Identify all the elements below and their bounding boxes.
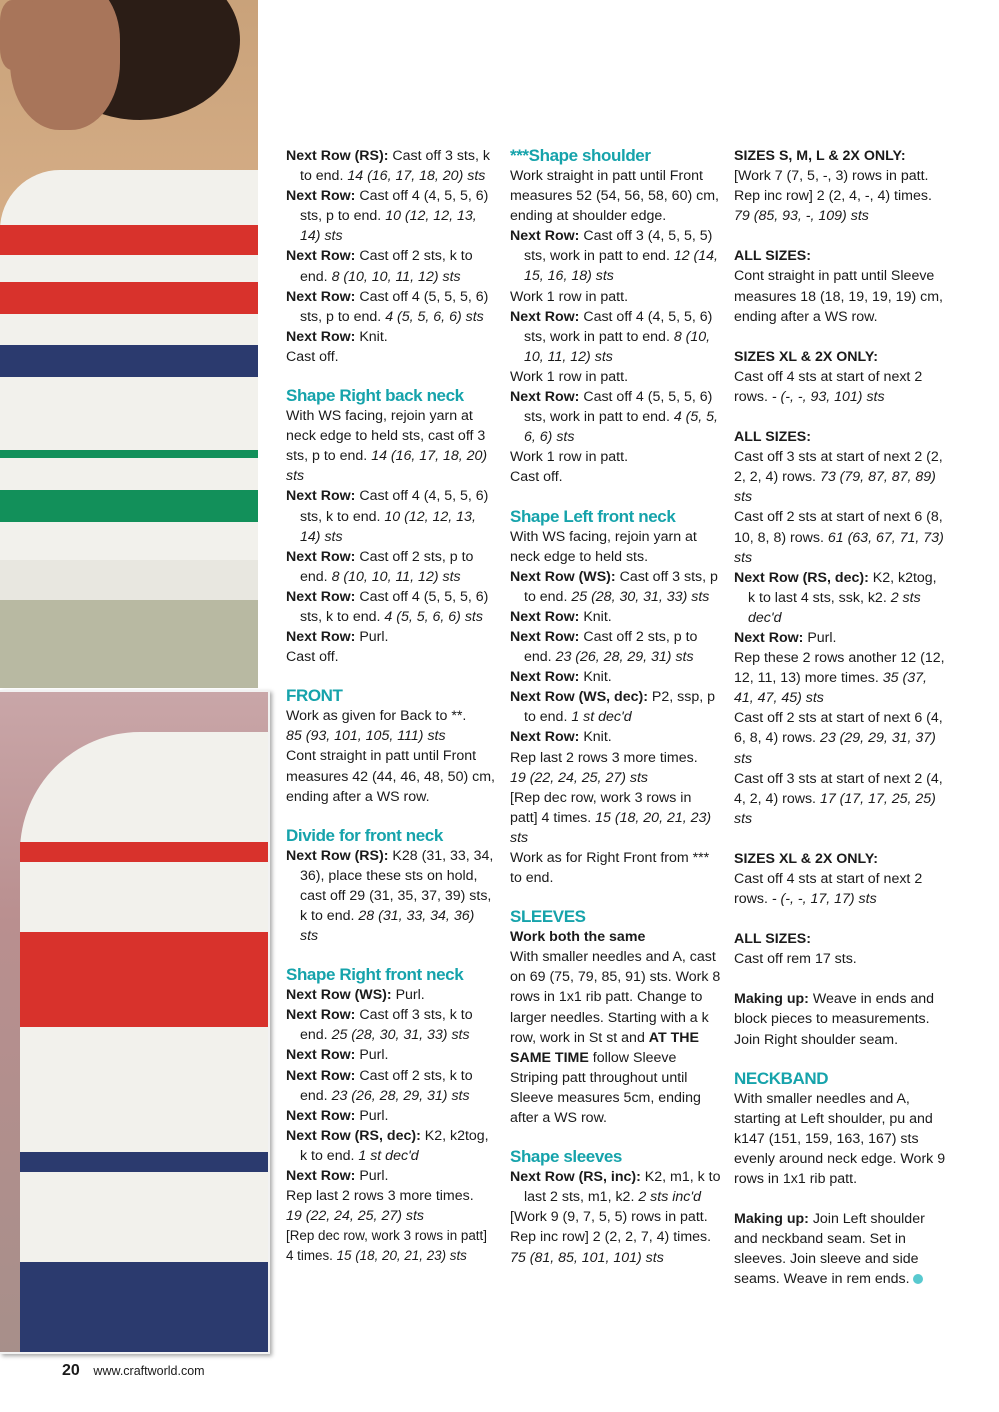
heading-neckband: NECKBAND [734,1068,829,1088]
heading-shape-left-front-neck: Shape Left front neck [510,506,676,526]
page-number: 20 [62,1362,80,1379]
sweater-photo-bottom [0,690,270,1354]
end-mark-icon [913,1274,923,1284]
size-caption: SIZES XL & 2X ONLY: [734,348,879,365]
heading-front: FRONT [286,686,343,706]
heading-shape-right-back-neck: Shape Right back neck [286,386,464,406]
heading-shape-right-front-neck: Shape Right front neck [286,965,464,985]
website-link[interactable]: www.craftworld.com [93,1364,205,1378]
sweater-photo-top [0,0,258,688]
size-caption: ALL SIZES: [734,248,811,265]
size-caption: ALL SIZES: [734,931,811,948]
heading-shape-sleeves: Shape sleeves [510,1147,622,1167]
page-footer [62,1362,205,1380]
size-caption: ALL SIZES: [734,429,811,446]
heading-shape-shoulder: ***Shape shoulder [510,146,651,165]
size-caption: SIZES S, M, L & 2X ONLY: [734,148,906,164]
column-2: ***Shape shoulder Work straight in patt until Front measures 52 (54, 56, 58, 60) cm, ending at shoulder edge. Next Row: Cast off 3 (4, 5, 5, 5) sts, work in patt to end. 12 (14, 15, 16, 18) sts Work 1 row in patt. Next Row: Cast off 4 (4, 5, 5, 6) sts, work in patt to end. 8 (10, 10, 11, 12) sts Work 1 row in patt. Next Row: Cast off 4 (5, 5, 5, 6) sts, work in patt to end. 4 (5, 5, 6, 6) sts Work 1 row in patt. Cast off. Shape Left front neck With WS facing, rejoin yarn at neck edge to held sts. Next Row (WS): Cast off 3 sts, p to end. 25 (28, 30, 31, 33) sts Next Row: Knit. Next Row: Cast off 2 sts, p to end. 23 (26, 28, 29, 31) sts Next Row: Knit. Next Row (WS, dec): P2, ssp, p to end. 1 st dec'd Next Row: Knit. Rep last 2 rows 3 more times. 19 (22, 24, 25, 27) sts [Rep dec row, work 3 rows in patt] 4 times. 15 (18, 20, 21, 23) sts Work as for Right Front from *** to end. SLEEVES Work both the same With smaller needles and A, cast on 69 (75, 79, 85, 91) sts. Work 8 rows in 1x1 rib patt. Change to larger needles. Starting with a k row, work in St st and AT THE SAME TIME follow Sleeve Striping patt throughout until Sleeve measures 5cm, ending after a WS row. Shape sleeves Next Row (RS, inc): K2, m1, k to last 2 sts, m1, k2. 2 sts inc'd [Work 9 (9, 7, 5, 5) rows in patt. Rep inc row] 2 (2, 2, 7, 4) times. 75 (81, 85, 101, 101) sts [510,146,721,1266]
size-caption: SIZES XL & 2X ONLY: [734,850,879,867]
heading-divide-for-front-neck: Divide for front neck [286,825,443,845]
heading-sleeves: SLEEVES [510,907,586,927]
row-label: Next Row (RS): [286,148,389,164]
column-1: Next Row (RS): Cast off 3 sts, k to end. 14 (16, 17, 18, 20) sts Next Row: Cast off 4 (4, 5, 5, 6) sts, p to end. 10 (12, 12, 13, 14) sts Next Row: Cast off 2 sts, k to end. 8 (10, 10, 11, 12) sts Next Row: Cast off 4 (5, 5, 5, 6) sts, p to end. 4 (5, 5, 6, 6) sts Next Row: Knit. Cast off. Shape Right back neck With WS facing, rejoin yarn at neck edge to held sts, cast off 3 sts, p to end. 14 (16, 17, 18, 20) sts Next Row: Cast off 4 (4, 5, 5, 6) sts, k to end. 10 (12, 12, 13, 14) sts Next Row: Cast off 2 sts, p to end. 8 (10, 10, 11, 12) sts Next Row: Cast off 4 (5, 5, 5, 6) sts, k to end. 4 (5, 5, 6, 6) sts Next Row: Purl. Cast off. FRONT Work as given for Back to **. 85 (93, 101, 105, 111) sts Cont straight in patt until Front measures 42 (44, 46, 48, 50) cm, ending after a WS row. Divide for front neck Next Row (RS): K28 (31, 33, 34, 36), place these sts on hold, cast off 29 (31, 35, 37, 39) sts, k to end. 28 (31, 33, 34, 36) sts Shape Right front neck Next Row (WS): Purl. Next Row: Cast off 3 sts, k to end. 25 (28, 30, 31, 33) sts Next Row: Purl. Next Row: Cast off 2 sts, k to end. 23 (26, 28, 29, 31) sts Next Row: Purl. Next Row (RS, dec): K2, k2tog, k to end. 1 st dec'd Next Row: Purl. Rep last 2 rows 3 more times. 19 (22, 24, 25, 27) sts [Rep dec row, work 3 rows in patt] 4 times. 15 (18, 20, 21, 23) sts [286,148,495,1264]
column-3: SIZES S, M, L & 2X ONLY: [Work 7 (7, 5, -, 3) rows in patt. Rep inc row] 2 (2, 4, -, 4) times. 79 (85, 93, -, 109) sts ALL SIZES: Cont straight in patt until Sleeve measures 18 (18, 19, 19, 19) cm, ending after a WS row. SIZES XL & 2X ONLY: Cast off 4 sts at start of next 2 rows. - (-, -, 93, 101) sts ALL SIZES: Cast off 3 sts at start of next 2 (2, 2, 2, 4) rows. 73 (79, 87, 87, 89) sts Cast off 2 sts at start of next 6 (8, 10, 8, 8) rows. 61 (63, 67, 71, 73) sts Next Row (RS, dec): K2, k2tog, k to last 4 sts, ssk, k2. 2 sts dec'd Next Row: Purl. Rep these 2 rows another 12 (12, 12, 11, 13) more times. 35 (37, 41, 47, 45) sts Cast off 2 sts at start of next 6 (4, 6, 8, 4) rows. 23 (29, 29, 31, 37) sts Cast off 3 sts at start of next 2 (4, 4, 2, 4) rows. 17 (17, 17, 25, 25) sts SIZES XL & 2X ONLY: Cast off 4 sts at start of next 2 rows. - (-, -, 17, 17) sts ALL SIZES: Cast off rem 17 sts. Making up: Weave in ends and block pieces to measurements. Join Right shoulder seam. NECKBAND With smaller needles and A, starting at Left shoulder, pu and k147 (151, 159, 163, 167) sts evenly around neck edge. Work 9 rows in 1x1 rib patt. Making up: Join Left shoulder and neckband seam. Set in sleeves. Join sleeve and side seams. Weave in rem ends. [734,148,946,1288]
